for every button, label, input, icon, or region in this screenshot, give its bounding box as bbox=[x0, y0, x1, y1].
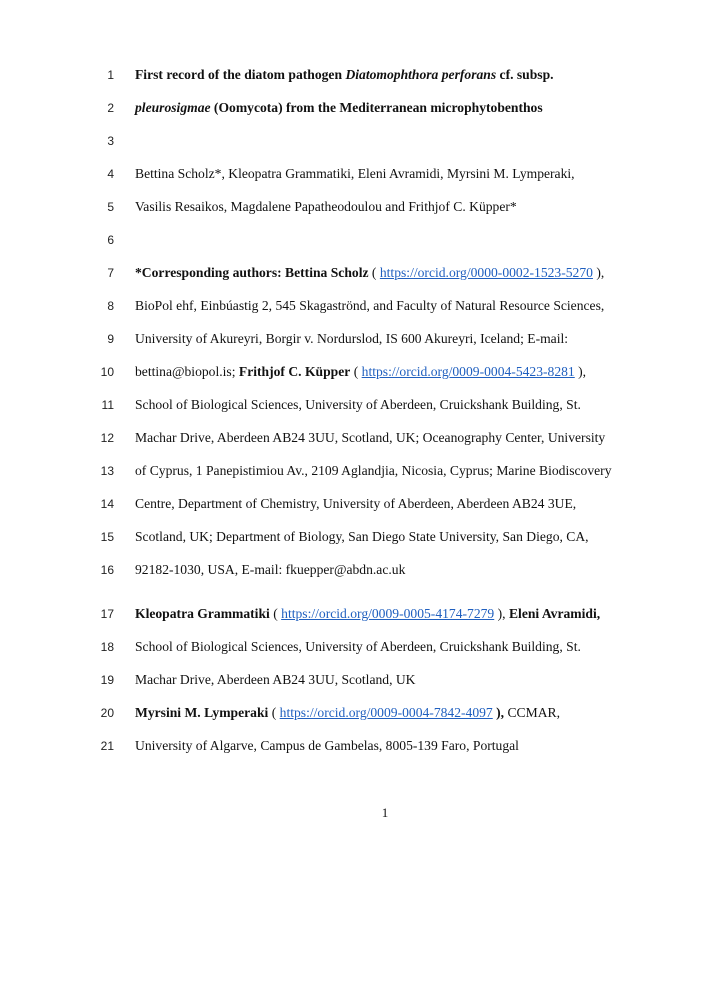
authors-line-1: Bettina Scholz*, Kleopatra Grammatiki, Eleni Avramidi, Myrsini M. Lymperaki, bbox=[135, 166, 575, 181]
kupper-orcid-link[interactable]: https://orcid.org/0009-0004-5423-8281 bbox=[361, 364, 575, 379]
grammatiki-name: Kleopatra Grammatiki bbox=[135, 606, 270, 621]
line-number: 6 bbox=[107, 233, 114, 247]
corresponding-line: *Corresponding authors: Bettina Scholz ( https://orcid.org/0000-0002-1523-5270 ), bbox=[135, 265, 605, 280]
line-20 bbox=[0, 702, 707, 724]
line-number: 10 bbox=[100, 365, 114, 379]
corresponding-label: *Corresponding authors: Bettina Scholz bbox=[135, 265, 369, 280]
line-15 bbox=[0, 526, 707, 548]
address-line: 92182-1030, USA, E-mail: fkuepper@abdn.ac.uk bbox=[135, 562, 406, 577]
address-line: School of Biological Sciences, University of Aberdeen, Cruickshank Building, St. bbox=[135, 397, 581, 412]
title-line-1: First record of the diatom pathogen Diatomophthora perforans cf. subsp. bbox=[135, 67, 554, 82]
line-number: 18 bbox=[100, 640, 114, 654]
address-line: Machar Drive, Aberdeen AB24 3UU, Scotland, UK bbox=[135, 672, 416, 687]
address-line: School of Biological Sciences, University of Aberdeen, Cruickshank Building, St. bbox=[135, 639, 581, 654]
line-number: 12 bbox=[100, 431, 114, 445]
lymperaki-line: Myrsini M. Lymperaki ( https://orcid.org/0009-0004-7842-4097 ), CCMAR, bbox=[135, 705, 560, 720]
address-line: Scotland, UK; Department of Biology, San Diego State University, San Diego, CA, bbox=[135, 529, 589, 544]
kupper-name: Frithjof C. Küpper bbox=[238, 364, 351, 379]
address-line: BioPol ehf, Einbúastig 2, 545 Skagaströnd, and Faculty of Natural Resource Sciences, bbox=[135, 298, 605, 313]
line-number: 13 bbox=[100, 464, 114, 478]
line-number: 3 bbox=[107, 134, 114, 148]
line-7 bbox=[0, 262, 707, 284]
line-number: 11 bbox=[101, 398, 114, 412]
lymperaki-name: Myrsini M. Lymperaki bbox=[135, 705, 269, 720]
address-line: Machar Drive, Aberdeen AB24 3UU, Scotland, UK; Oceanography Center, University bbox=[135, 430, 606, 445]
line-number: 5 bbox=[107, 200, 114, 214]
address-line: University of Algarve, Campus de Gambelas, 8005-139 Faro, Portugal bbox=[135, 738, 519, 753]
line-number: 15 bbox=[100, 530, 114, 544]
line-number: 2 bbox=[107, 101, 114, 115]
address-line: Centre, Department of Chemistry, University of Aberdeen, Aberdeen AB24 3UE, bbox=[135, 496, 577, 511]
authors-line-2: Vasilis Resaikos, Magdalene Papatheodoulou and Frithjof C. Küpper* bbox=[135, 199, 517, 214]
line-number: 16 bbox=[100, 563, 114, 577]
line-17 bbox=[0, 603, 707, 625]
kupper-line: bettina@biopol.is; Frithjof C. Küpper ( https://orcid.org/0009-0004-5423-8281 ), bbox=[135, 364, 587, 379]
line-14 bbox=[0, 493, 707, 515]
address-line: University of Akureyri, Borgir v. Nordurslod, IS 600 Akureyri, Iceland; E-mail: bbox=[135, 331, 569, 346]
line-12 bbox=[0, 427, 707, 449]
line-19 bbox=[0, 669, 707, 691]
line-18 bbox=[0, 636, 707, 658]
grammatiki-line: Kleopatra Grammatiki ( https://orcid.org/0009-0005-4174-7279 ), Eleni Avramidi, bbox=[135, 606, 601, 621]
line-16 bbox=[0, 559, 707, 581]
line-number: 1 bbox=[107, 68, 114, 82]
line-13 bbox=[0, 460, 707, 482]
line-6 bbox=[0, 229, 707, 251]
lymperaki-orcid-link[interactable]: https://orcid.org/0009-0004-7842-4097 bbox=[279, 705, 493, 720]
line-2 bbox=[0, 97, 707, 119]
line-3 bbox=[0, 130, 707, 152]
line-number: 17 bbox=[100, 607, 114, 621]
line-9 bbox=[0, 328, 707, 350]
line-number: 9 bbox=[107, 332, 114, 346]
address-line: of Cyprus, 1 Panepistimiou Av., 2109 Aglandjia, Nicosia, Cyprus; Marine Biodiscovery bbox=[135, 463, 612, 478]
line-4 bbox=[0, 163, 707, 185]
line-8 bbox=[0, 295, 707, 317]
line-number: 19 bbox=[100, 673, 114, 687]
line-number: 21 bbox=[100, 739, 114, 753]
line-number: 8 bbox=[107, 299, 114, 313]
avramidi-name: Eleni Avramidi, bbox=[508, 606, 601, 621]
line-21 bbox=[0, 735, 707, 757]
page-number: 1 bbox=[381, 805, 389, 820]
line-number: 20 bbox=[100, 706, 114, 720]
line-1 bbox=[0, 64, 707, 86]
line-number: 4 bbox=[107, 167, 114, 181]
line-5 bbox=[0, 196, 707, 218]
line-number: 7 bbox=[107, 266, 114, 280]
title-line-2: pleurosigmae (Oomycota) from the Mediterranean microphytobenthos bbox=[135, 100, 543, 115]
grammatiki-orcid-link[interactable]: https://orcid.org/0009-0005-4174-7279 bbox=[281, 606, 495, 621]
line-11 bbox=[0, 394, 707, 416]
line-number: 14 bbox=[100, 497, 114, 511]
line-10 bbox=[0, 361, 707, 383]
scholz-orcid-link[interactable]: https://orcid.org/0000-0002-1523-5270 bbox=[379, 265, 593, 280]
